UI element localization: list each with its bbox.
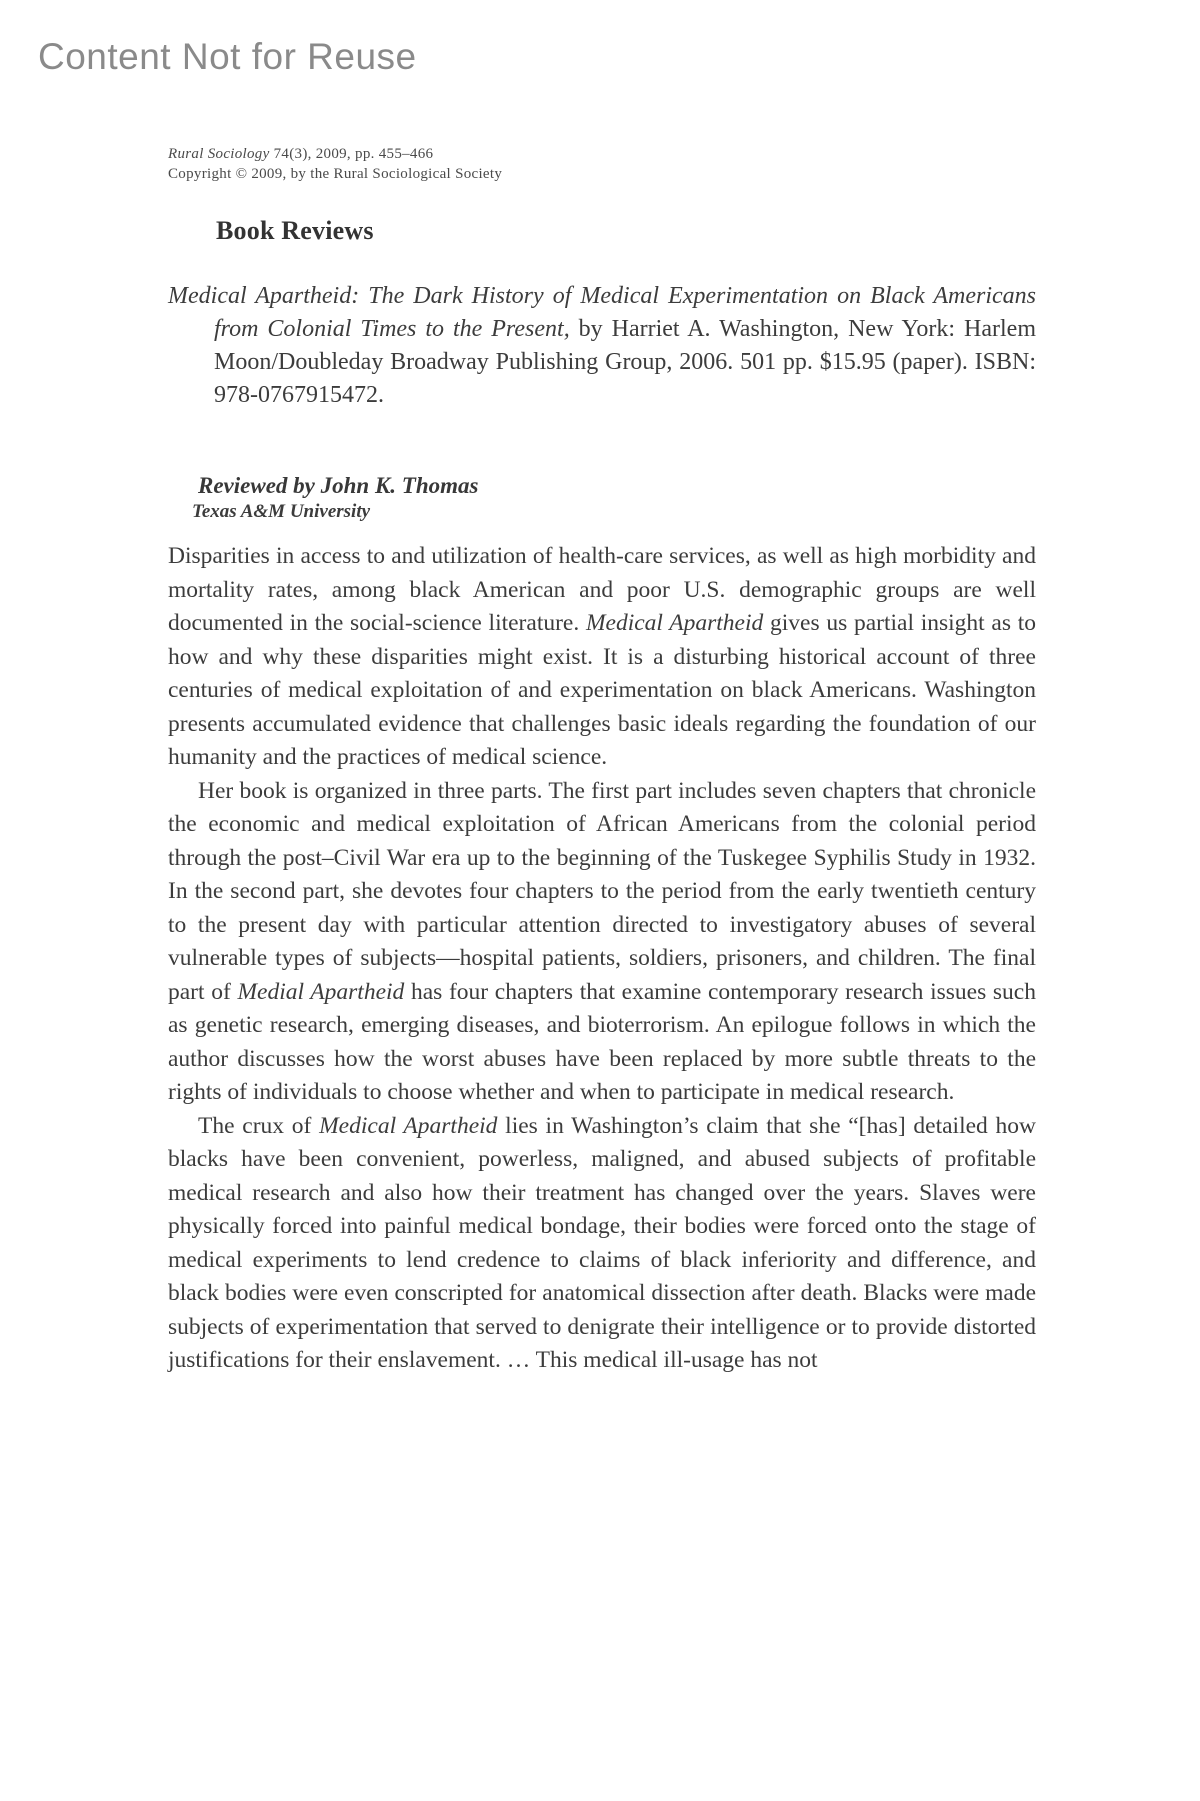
book-title: Medical Apartheid: The Dark History of Medical Experimentation on Black Americans from Colonial Times to the Present, [168,283,1036,342]
watermark-text: Content Not for Reuse [38,36,417,77]
book-citation-details: by Harriet A. Washington, New York: Harlem Moon/Doubleday Broadway Publishing Group, 2006. 501 pp. $15.95 (paper). ISBN: 978-0767915472. [214,316,1036,408]
italic-text-run: Medical Apartheid [585,610,764,636]
text-run: has four chapters that examine contemporary research issues such as genetic research, emerging diseases, and bioterrorism. An epilogue follows in which the author discusses how the worst abuses have been replaced by more subtle threats to the rights of individuals to choose whether and when to participate in medical research. [168,978,1036,1105]
section-heading: Book Reviews [216,216,374,245]
text-run: gives us partial insight as to how and why these disparities might exist. It is a disturbing historical account of three centuries of medical exploitation of and experimentation on black Americans. Washington presents accumulated evidence that challenges basic ideals regarding the foundation of our humanity and the practices of medical science. [168,610,1037,770]
body-paragraph [168,1110,1036,1378]
italic-text-run: Medical Apartheid [319,1112,498,1139]
page-content [168,144,1036,1378]
italic-text-run: Medial Apartheid [237,978,405,1005]
journal-copyright-line: Copyright © 2009, by the Rural Sociological Society [168,166,503,182]
journal-name: Rural Sociology [168,146,270,162]
reviewer-affiliation: Texas A&M University [192,501,371,522]
text-run: lies in Washington’s claim that she “[has] detailed how blacks have been convenient, powerless, maligned, and abused subjects of profitable medical research and also how their treatment has changed over the years. Slaves were physically forced into painful medical bondage, their bodies were forced onto the stage of medical experiments to lend credence to claims of black inferiority and difference, and black bodies were even conscripted for anatomical dissection after death. Blacks were made subjects of experimentation that served to denigrate their intelligence or to provide distorted justifications for their enslavement. … This medical ill-usage has not [168,1112,1036,1373]
text-run: Her book is organized in three parts. The first part includes seven chapters that chronicle the economic and medical exploitation of African Americans from the colonial period through the post–Civil War era up to the beginning of the Tuskegee Syphilis Study in 1932. In the second part, she devotes four chapters to the period from the early twentieth century to the present day with particular attention directed to investigatory abuses of several vulnerable types of subjects—hospital patients, soldiers, prisoners, and children. The final part of [168,777,1036,1005]
journal-meta [168,144,1036,184]
body-paragraph [168,775,1036,1110]
journal-citation-line [168,144,1036,164]
body-paragraph [168,540,1036,775]
text-run: Disparities in access to and utilization of health-care services, as well as high morbidity and mortality rates, among black American and poor U.S. demographic groups are well documented in the social-science literature. [168,543,1036,636]
text-run: The crux of [198,1112,320,1139]
journal-issue-info: 74(3), 2009, pp. 455–466 [269,146,434,162]
book-citation [168,280,1036,412]
review-body [168,540,1036,1378]
reviewer-byline: Reviewed by John K. Thomas [198,473,479,498]
